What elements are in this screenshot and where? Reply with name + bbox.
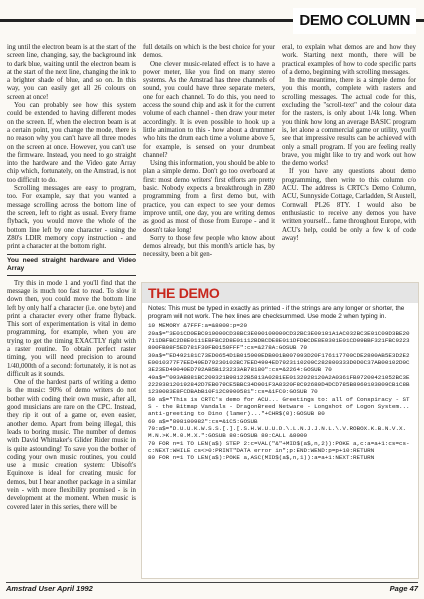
section-tag: DEMO COLUMN	[293, 8, 416, 34]
text-column-3	[282, 44, 416, 243]
paragraph: Try this in mode 1 and you'll find that the message is much too fast to read. To slow it down then, you could move the bottom line left by only half a character (i.e. one byte) and print a character every other frame flyback. This sort of experimentation is vital in demo programming, for example, when you are trying to get the timing EXACTLY right with a raster routine. To obtain perfect raster timing, you will need precision to around 1/40,000th of a second: fortunately, it is not as difficult as it sounds.	[7, 279, 136, 378]
demo-listing-box	[141, 282, 419, 579]
paragraph: One clever music-related effect is to have a power meter, like you find on many stereo systems. As the Amstrad has three channels of sound, you could have three separate meters, one for each channel. To do this, you need to access the sound chip and ask it for the current volume of each channel - then draw your meter accordingly. It is even possible to hook up a little animation to this - how about a drummer who hits the drum each time a volume above 5, for example, is sensed on your drumbeat channel?	[143, 60, 275, 159]
paragraph: If you have any questions about demo programming, then write to this column c/o ACU. The address is CRTC's Demo Column, ACU, Sunnyside Cottage, Carladden, St Austell, Cornwall PL26 8TY. I would also be enthusiastic to receive any demos you have written yourself... fame throughout Europe, with ACU's help, could be only a few k of code away!	[282, 168, 416, 242]
page-number: Page 47	[389, 584, 418, 593]
page-footer	[6, 582, 418, 595]
header-band	[0, 8, 424, 34]
paragraph: You can probably see how this system could be extended to having different modes on the screen. If, when the electron beam is at a certain point, you change the mode, there is no reason why you can't have all three modes on the screen at once. However, you can't use the firmware. Instead, you need to go straight into the hardware and the Video gate Array chip which, fortunately, on the Amstrad, is not too difficult to do.	[7, 102, 136, 184]
pull-quote: You need straight hardware and Video Array	[7, 254, 136, 275]
text-column-1	[7, 44, 136, 512]
basic-code-listing: 10 MEMORY &7FFF:a=&8000:p=20 20a$="3E01CD0EBC010000CD38BC3E000100000CD32BC3E00101A1AC032BC3E01C09D3BE20711DBFBC2D8E0111EBFBC2D8E01112BDBCDE8E011DFDBCDE8E0301E01CD09BBF321FBC9223800FB08F5ED781F30FB0150FFF":cs=&278A:GOSUB 70 30a$="ED492181C73ED0654D1B015000EDB001B007093D20F176117700CDE2800AB5E3D2E2E0010377F7EED49ED79230102BC7EED4904ED7923110200C282800333D0D0C37AB00102D0C3E23ED49040ED792AB5B123233AB78180":cs=&2264:GOSUB 70 40a$="093AB881BC200321B98122B5813A0281EE0132028120A2A0361FB97200421052BC3E222038120192842D7EB079CE5BBC34D001F3A8320F8C92680D4DCD785B8960103809CB1C8B1230083E8FCDBAbB10F12C0900581":cs=&1FC0:GOSUB 70 50 a$="This is CRTC's demo for ACU... Greetings to: all of Conspiracy - STS - the Bitmap Vandals - DragonBreed Netware - Longshot of Logon System... anti-greeting to Dino (lamer)..."+CHR$(0):GOSUB 80 60 a$="898100982":cs=&1C5:GOSUB 70:a$="D.U.U.K.W.S.S.[.].[.S.H.W.U.U.D.\.L.N.J.J.N.L.\.V.ROBOX.K.B.N.V.X.M.N.>K.M.0.M.X.":GOSUB 80:GOSUB 80:CALL &8000 70 FOR n=1 TO LEN(a$) STEP 2:c=VAL("&"+MID$(a$,n,2)):POKE a,c:a=a+1:cs=cs-c:NEXT:WHILE cs<>0:PRINT"DATA error in";p:END:WEND:p=p+10:RETURN 80 FOR n=1 TO LEN(a$):POKE a,ASC(MID$(a$,n,1)):a=a+1:NEXT:RETURN	[148, 322, 410, 462]
paragraph: Using this information, you should be able to plan a simple demo. Don't go too overboard at first: most demo writers' first efforts are pretty basic. Nobody expects a breakthrough in Z80 programming from a first demo but, with practice, you can expect to see your demos improve until, one day, you are writing demos as good as most of those from Europe - and it doesn't take long!	[143, 160, 275, 234]
text-column-2	[143, 44, 275, 260]
demo-title: THE DEMO	[142, 283, 418, 303]
paragraph: full details on which is the best choice for your demos.	[143, 44, 275, 60]
paragraph: Sorry to those few people who know about demos already, but this month's article has, by necessity, been a bit gen-	[143, 234, 275, 259]
paragraph: In the meantime, there is a simple demo for you this month, complete with rasters and scrolling messages. The actual code for this, excluding the "scroll-text" and the colour data for the rasters, is only about 1/4k long. When you think how long an average BASIC program is, let alone a commercial game or utility, you'll see that impressive results can be achieved with only a small program. If you are feeling really brave, you might like to try and work out how the demo works!	[282, 77, 416, 168]
demo-notes: Notes: This must be typed in exactly as printed - if the strings are any longer or shorter, the program will not work. The hex lines are checksummed. Use mode 2 when typing in.	[148, 305, 405, 320]
paragraph: Scrolling messages are easy to program, too. For example, say that you wanted a message scrolling across the bottom line of the screen, left to right as usual. Every frame flyback, you would move the whole of the bottom line left by one character - using the Z80's LDIR memory copy instruction - and print a character at the bottom right.	[7, 185, 136, 251]
magazine-issue: Amstrad User April 1992	[6, 584, 93, 593]
paragraph: ing until the electron beam is at the start of the screen line, changing, say, the background ink to dark blue, waiting until the electron beam is at the start of the next line, changing the ink to a brighter shade of blue, and so on. In this way, you can easily get all 26 colours on screen at once!	[7, 44, 136, 101]
paragraph: eral, to explain what demos are and how they work. Starting next month, there will be practical examples of how to code specific parts of a demo, beginning with scrolling messages.	[282, 44, 416, 76]
paragraph: One of the hardest parts of writing a demo is the music: 90% of demo writers do not bother with coding their own music, after all, good musicians are rare on the CPC. Instead, they rip it out of a game or, even easier, another demo. Apart from being illegal, this leads to boring music. The number of demos with David Whittaker's Glider Rider music in is quite astounding! To save you the bother of coding your own music routines, you could use a music creation system: Ubisoft's Equinoxe is ideal for creating music for demos, but I hear another package in a similar vein - with more flexibility promised - is in development at the moment. When music is covered later in this series, there will be	[7, 379, 136, 511]
